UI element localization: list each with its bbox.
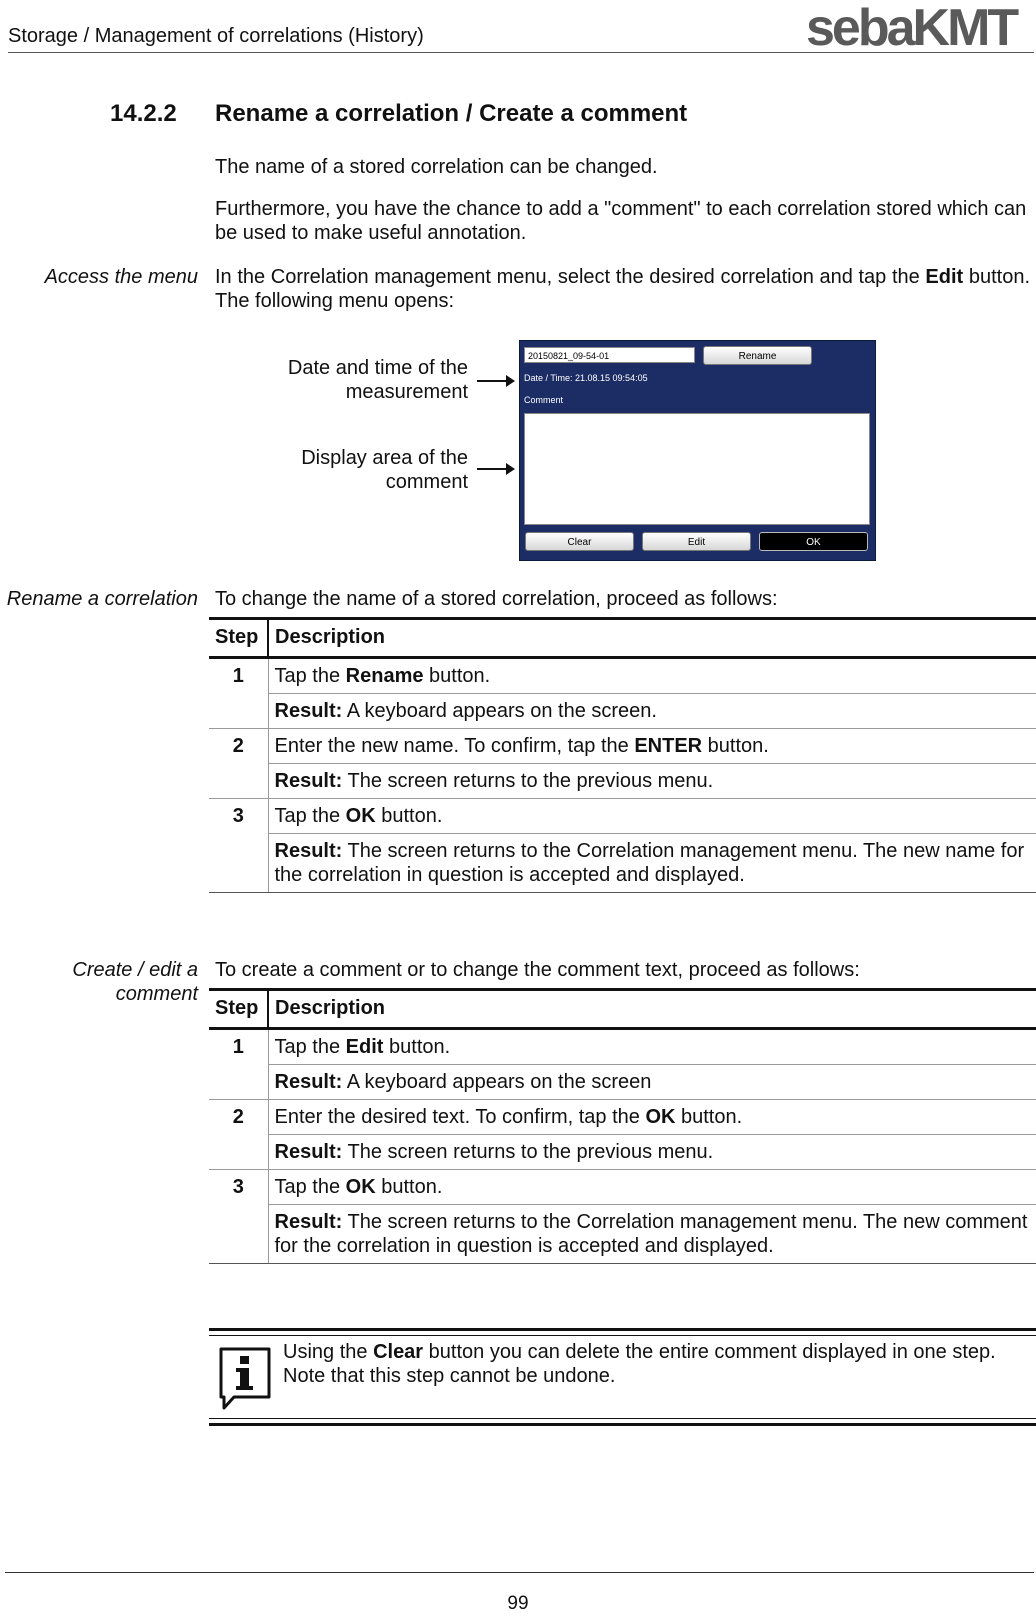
rename-button[interactable]: Rename: [703, 346, 812, 365]
step-result: Result: The screen returns to the previous menu.: [268, 764, 1036, 799]
step-number: 2: [209, 1100, 268, 1170]
step-action: Tap the OK button.: [268, 1170, 1036, 1205]
step-result: Result: The screen returns to the Correlation management menu. The new comment for the correlation in question is accepted and displayed.: [268, 1205, 1036, 1264]
comment-display-area[interactable]: [524, 413, 870, 525]
callout-datetime: Date and time of the measurement: [287, 357, 468, 403]
step-action: Enter the desired text. To confirm, tap the OK button.: [268, 1100, 1036, 1135]
running-header: Storage / Management of correlations (History): [8, 25, 424, 47]
section-title: Rename a correlation / Create a comment: [215, 100, 688, 127]
access-text-end: button. The following menu opens:: [215, 266, 1030, 312]
rename-steps-table: [209, 617, 1036, 893]
comment-label: Comment: [524, 395, 564, 405]
col-step-header: Step: [209, 619, 268, 658]
table-row: [209, 799, 1036, 834]
access-paragraph: [215, 265, 1030, 313]
table-row: [209, 1029, 1036, 1065]
access-text: In the Correlation management menu, select the desired correlation and tap the: [215, 266, 926, 288]
col-description-header: Description: [268, 619, 1036, 658]
side-label-access: Access the menu: [44, 266, 198, 288]
step-action: Enter the new name. To confirm, tap the ENTER button.: [268, 729, 1036, 764]
footer-rule: [5, 1572, 1034, 1573]
table-header-row: [209, 990, 1036, 1029]
ok-button[interactable]: OK: [759, 532, 868, 551]
intro-paragraph-2: Furthermore, you have the chance to add a "comment" to each correlation stored which can be used to make useful annotation.: [215, 198, 1027, 244]
correlation-name-field[interactable]: 20150821_09-54-01: [524, 347, 695, 363]
side-label-comment: Create / edit a comment: [72, 959, 198, 1005]
info-icon: [218, 1346, 272, 1410]
arrow-right-icon: [477, 374, 515, 388]
comment-steps-table: [209, 988, 1036, 1264]
datetime-label: Date / Time: 21.08.15 09:54:05: [524, 373, 648, 383]
step-number: 1: [209, 658, 268, 729]
table-header-row: [209, 619, 1036, 658]
table-row: [209, 1100, 1036, 1135]
note-text: Using the Clear button you can delete the entire comment displayed in one step. Note that this step cannot be undone.: [283, 1341, 996, 1387]
note-top-rule: [209, 1328, 1036, 1336]
step-result: Result: A keyboard appears on the screen: [268, 1065, 1036, 1100]
table-row: [209, 658, 1036, 694]
table-row: [209, 764, 1036, 799]
step-number: 2: [209, 729, 268, 799]
step-result: Result: The screen returns to the previous menu.: [268, 1135, 1036, 1170]
access-edit-bold: Edit: [925, 266, 964, 288]
rename-intro: To change the name of a stored correlation, proceed as follows:: [215, 588, 778, 610]
step-number: 1: [209, 1029, 268, 1100]
comment-intro: To create a comment or to change the comment text, proceed as follows:: [215, 959, 860, 981]
header-rule: [8, 52, 1034, 53]
step-result: Result: The screen returns to the Correlation management menu. The new name for the correlation in question is accepted and displayed.: [268, 834, 1036, 893]
callout-comment-area: Display area of the comment: [301, 447, 468, 493]
step-action: Tap the Rename button.: [268, 658, 1036, 694]
table-row: [209, 1205, 1036, 1264]
step-result: Result: A keyboard appears on the screen.: [268, 694, 1036, 729]
table-row: [209, 729, 1036, 764]
arrow-right-icon: [477, 462, 515, 476]
side-label-rename: Rename a correlation: [6, 588, 198, 610]
table-row: [209, 694, 1036, 729]
step-number: 3: [209, 799, 268, 893]
step-action: Tap the OK button.: [268, 799, 1036, 834]
table-row: [209, 1065, 1036, 1100]
intro-paragraph-1: The name of a stored correlation can be changed.: [215, 156, 658, 178]
logo-text: sebaKMT: [806, 2, 1017, 52]
table-row: [209, 1170, 1036, 1205]
device-screen-edit-menu: [519, 340, 876, 561]
edit-button[interactable]: Edit: [642, 532, 751, 551]
page-number: 99: [507, 1593, 529, 1614]
table-row: [209, 1135, 1036, 1170]
step-number: 3: [209, 1170, 268, 1264]
section-number: 14.2.2: [110, 100, 177, 127]
step-action: Tap the Edit button.: [268, 1029, 1036, 1065]
note-bottom-rule: [209, 1418, 1036, 1426]
clear-button[interactable]: Clear: [525, 532, 634, 551]
sebakmt-logo: [806, 2, 1032, 52]
table-row: [209, 834, 1036, 893]
col-description-header: Description: [268, 990, 1036, 1029]
col-step-header: Step: [209, 990, 268, 1029]
